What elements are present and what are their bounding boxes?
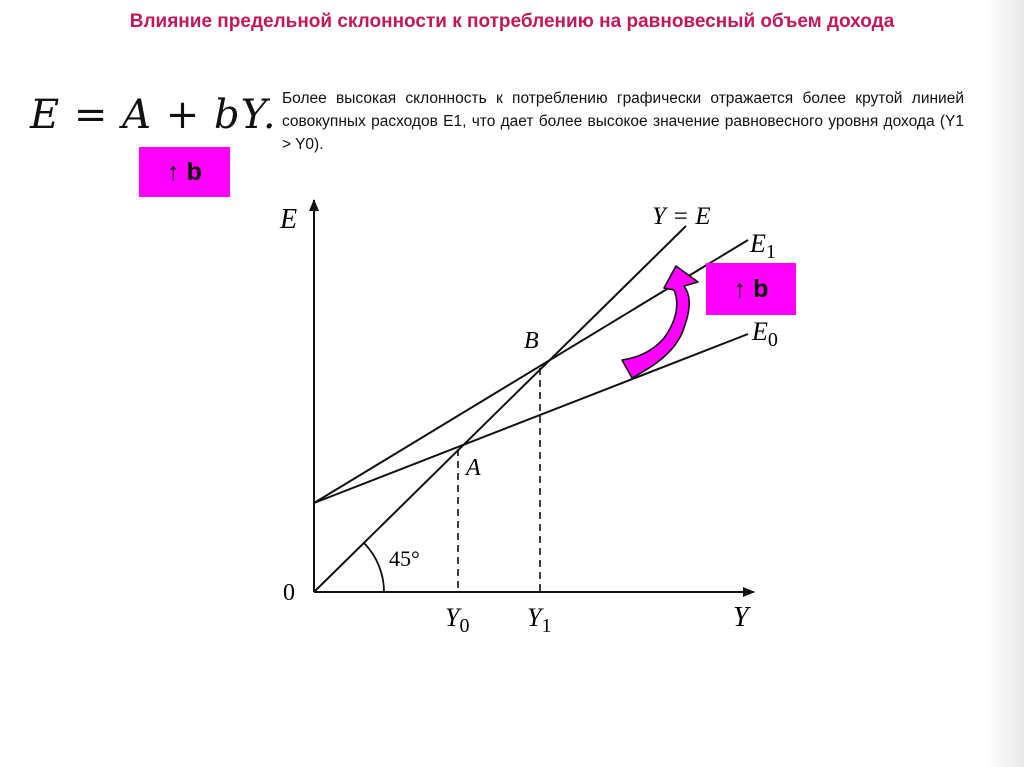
tick-y0-label: $Y_0$ bbox=[445, 603, 470, 637]
point-a-label: A bbox=[466, 455, 481, 481]
line-45-label: Y = E bbox=[652, 203, 711, 230]
point-b-label: B bbox=[524, 328, 539, 354]
line-45-degree bbox=[314, 226, 686, 592]
origin-label: 0 bbox=[283, 580, 295, 606]
axis-x-label: Y bbox=[733, 602, 749, 633]
formula: E = A + bY. bbox=[30, 92, 277, 138]
line-e0 bbox=[314, 334, 748, 503]
angle-arc bbox=[364, 543, 384, 592]
tick-y1-label: $Y_1$ bbox=[527, 603, 552, 637]
curve-e0-label: $E_0$ bbox=[752, 317, 778, 351]
curve-e1-label: $E_1$ bbox=[750, 229, 776, 263]
increase-b-badge-right: ↑ b bbox=[706, 263, 796, 315]
angle-label: 45° bbox=[389, 546, 420, 571]
description-text: Более высокая склонность к потреблению графически отражается более крутой линией совокупных расходов Е1, что дает более высокое значение равновесного уровня дохода (Y1 > Y0). bbox=[282, 90, 964, 153]
axis-y-label: E bbox=[280, 204, 298, 235]
slide-title: Влияние предельной склонности к потреблению на равновесный объем дохода bbox=[129, 11, 895, 32]
rotation-arrow bbox=[622, 266, 698, 378]
increase-b-badge-left: ↑ b bbox=[139, 147, 230, 197]
